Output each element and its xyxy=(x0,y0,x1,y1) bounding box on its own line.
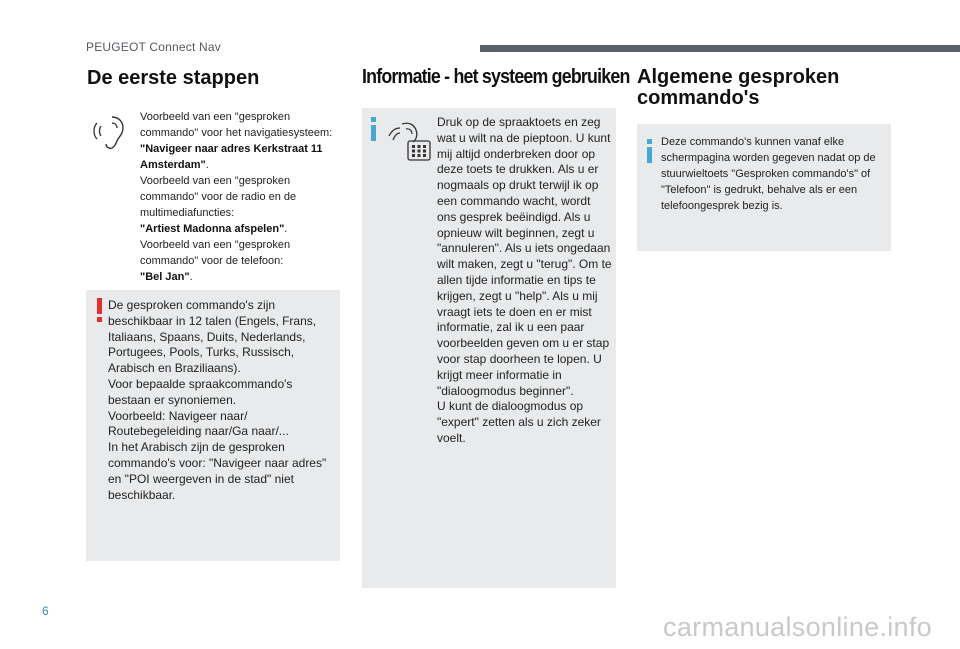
example-command: "Navigeer naar adres Kerkstraat 11 Amsterdam" xyxy=(140,143,323,171)
example-radio xyxy=(140,173,346,237)
section-heading-first-steps: De eerste stappen xyxy=(87,67,260,89)
example-intro: Voorbeeld van een "gesproken commando" voor de telefoon: xyxy=(140,239,291,267)
steering-wheel-voice-button-icon xyxy=(386,118,432,162)
page-number: 6 xyxy=(42,604,49,618)
example-intro: Voorbeeld van een "gesproken commando" voor de radio en de multimediafuncties: xyxy=(140,175,297,219)
example-phone xyxy=(140,237,346,285)
example-command: "Bel Jan" xyxy=(140,271,190,283)
info-icon xyxy=(647,139,652,163)
info-box-system xyxy=(362,108,616,588)
example-end: . xyxy=(205,159,209,171)
example-intro: Voorbeeld van een "gesproken commando" voor het navigatiesysteem: xyxy=(140,111,333,139)
voice-command-icon xyxy=(88,113,126,153)
warning-box xyxy=(86,290,340,561)
warning-icon xyxy=(97,298,102,322)
info-text-general-commands: Deze commando's kunnen vanaf elke schermpagina worden gegeven nadat op de stuurwieltoets "Gesproken commando's" of "Telefoon" is gedrukt, behalve als er een telefoongesprek bezig is. xyxy=(661,136,876,212)
example-navigation xyxy=(140,109,346,173)
info-icon xyxy=(371,117,376,141)
example-end: . xyxy=(189,271,193,283)
section-heading-general-commands: Algemene gesproken commando's xyxy=(637,66,840,109)
info-text-system: Druk op de spraaktoets en zeg wat u wilt na de pieptoon. U kunt mij altijd onderbreken door op deze toets te drukken. Als u er nogmaals op drukt terwijl ik op een commando wacht, wordt ons gesprek beëindigd. Als u opnieuw wilt beginnen, zegt u "annuleren". Als u iets ongedaan wilt maken, zegt u "terug". Om te allen tijde informatie en tips te krijgen, zegt u "help". Als u mij vraagt iets te doen en er mist informatie, zal ik u een paar voorbeelden geven om u er stap voor stap doorheen te lopen. U krijgt meer informatie in "dialoogmodus beginner". U kunt de dialoogmodus op "expert" zetten als u zich zeker voelt. xyxy=(437,115,612,445)
example-end: . xyxy=(284,223,288,235)
header-bar xyxy=(480,45,960,52)
watermark: carmanualsonline.info xyxy=(663,612,932,642)
section-heading-system-info: Informatie - het systeem gebruiken xyxy=(362,66,630,88)
warning-text: De gesproken commando's zijn beschikbaar in 12 talen (Engels, Frans, Italiaans, Spaans, Duits, Nederlands, Portugees, Pools, Turks, Russisch, Arabisch en Braziliaans). Voor bepaalde spraakcommando's bestaan er synoniemen. Voorbeeld: Navigeer naar/ Routebegeleiding naar/Ga naar/... In het Arabisch zijn de gesproken commando's voor: "Navigeer naar adres" en "POI weergeven in de stad" niet beschikbaar. xyxy=(108,298,327,502)
voice-command-examples xyxy=(140,109,346,285)
example-command: "Artiest Madonna afspelen" xyxy=(140,223,285,235)
info-box-general-commands xyxy=(637,124,891,251)
header-title: PEUGEOT Connect Nav xyxy=(86,40,221,54)
